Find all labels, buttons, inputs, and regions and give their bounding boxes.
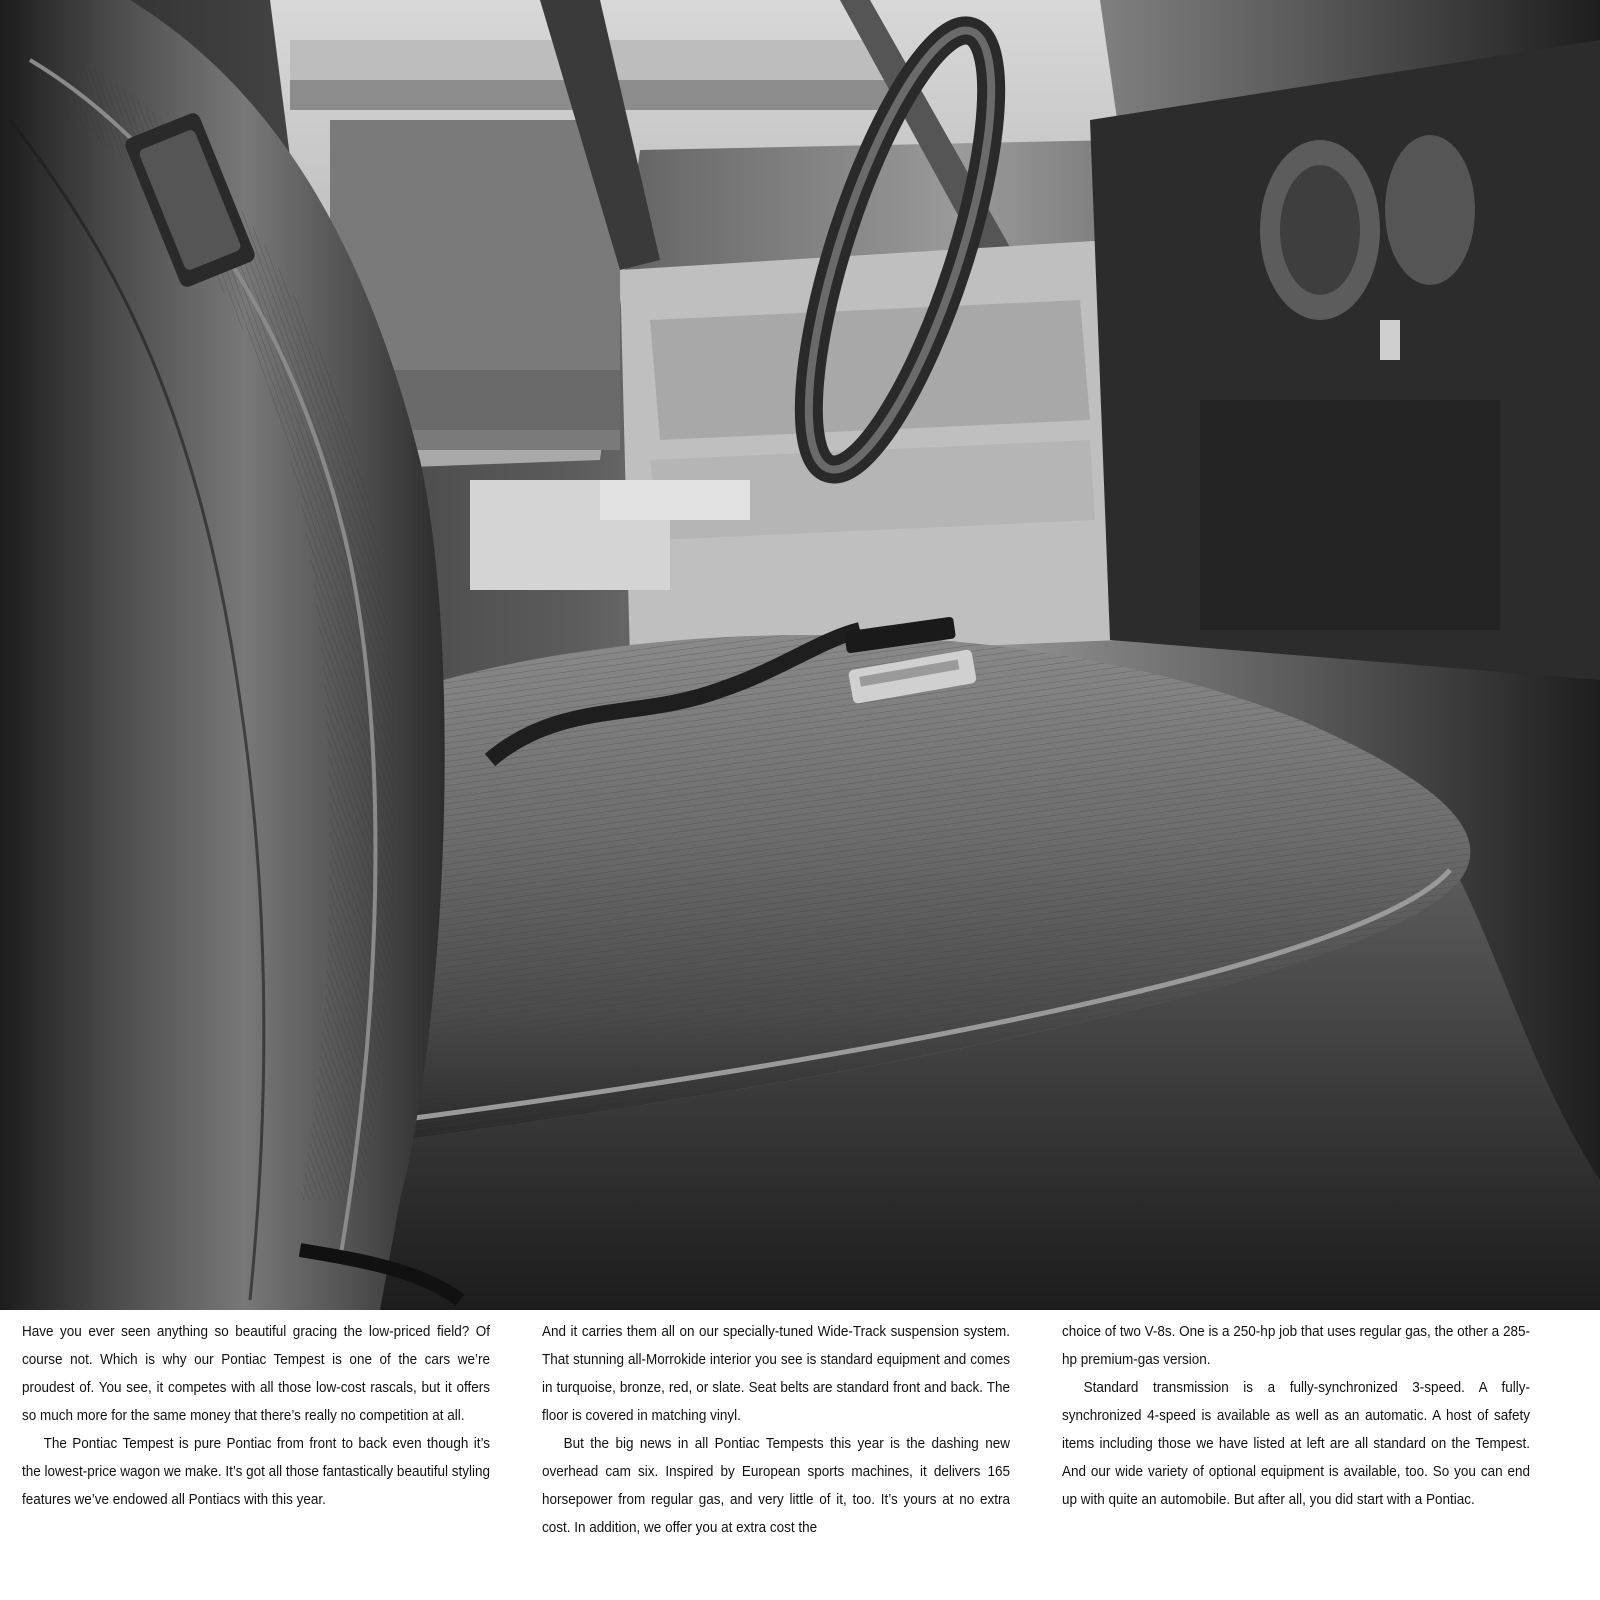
column1-paragraph-1: Have you ever seen anything so beautiful gracing the low-priced field? Of course not. Which is why our Pontiac Tempest is one of the cars we’re proudest of. You see, it competes with all those low-cost rascals, but it offers so much more for the same money that there’s really no competition at all. xyxy=(22,1323,490,1424)
text-column-1 xyxy=(22,1318,490,1588)
column3-paragraph-2: Standard transmission is a fully-synchronized 3-speed. A fully-synchronized 4-speed is available as well as an automatic. A host of safety items including those we have listed at left are all standard on the Tempest. And our wide variety of optional equipment is available, too. So you can end up with quite an automobile. But after all, you did start with a Pontiac. xyxy=(1062,1379,1530,1508)
column3-paragraph-1: choice of two V-8s. One is a 250-hp job that uses regular gas, the other a 285-hp premium-gas version. xyxy=(1062,1323,1530,1368)
column1-paragraph-2: The Pontiac Tempest is pure Pontiac from front to back even though it’s the lowest-price wagon we make. It’s got all those fantastically beautiful styling features we’ve endowed all Pontiacs with this year. xyxy=(22,1435,490,1508)
body-copy xyxy=(22,1318,1582,1588)
text-column-2 xyxy=(542,1318,1010,1588)
text-column-3 xyxy=(1062,1318,1530,1588)
column2-paragraph-2: But the big news in all Pontiac Tempests this year is the dashing new overhead cam six. Inspired by European sports machines, it delivers 165 horsepower from regular gas, and very little of it, too. It’s yours at no extra cost. In addition, we offer you at extra cost the xyxy=(542,1435,1010,1536)
column2-paragraph-1: And it carries them all on our specially-tuned Wide-Track suspension system. That stunning all-Morrokide interior you see is standard equipment and comes in turquoise, bronze, red, or slate. Seat belts are standard front and back. The floor is covered in matching vinyl. xyxy=(542,1323,1010,1424)
